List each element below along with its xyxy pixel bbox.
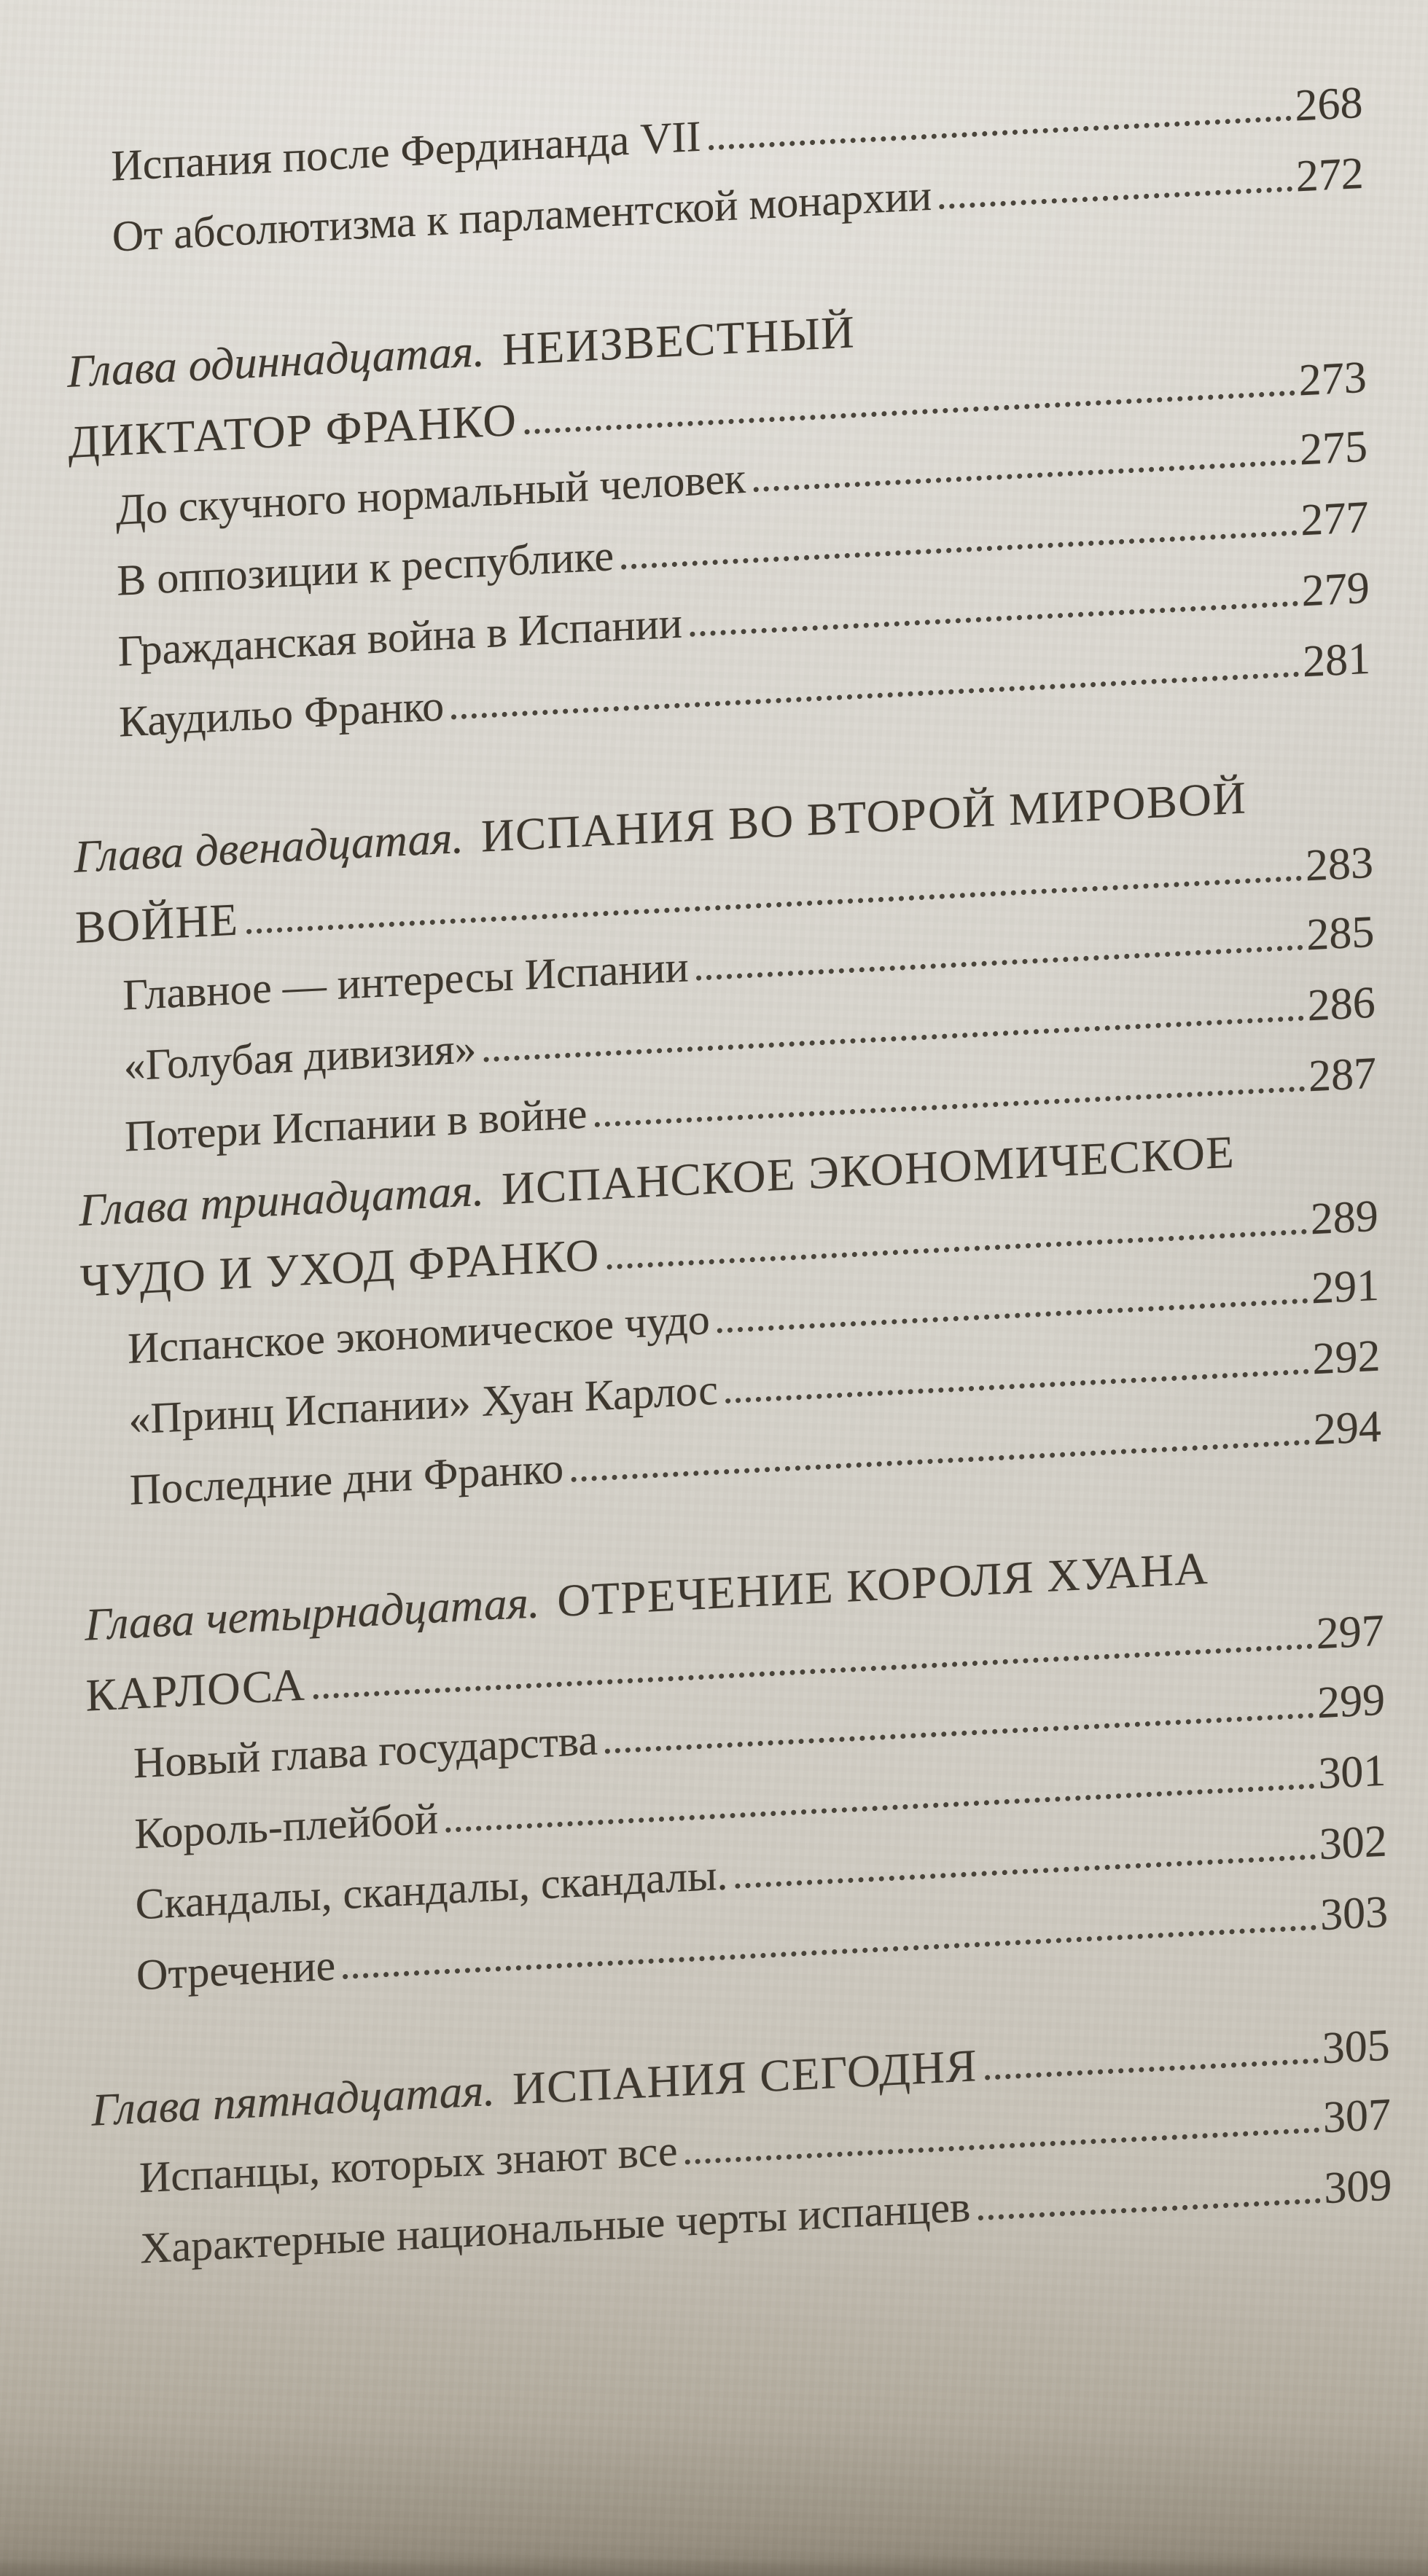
page-number: 294 [1313, 1401, 1382, 1455]
entry-title: До скучного нормальный человек [115, 453, 746, 534]
dot-leader [451, 672, 1299, 720]
dot-leader [985, 2058, 1319, 2080]
page-number: 307 [1322, 2089, 1392, 2143]
entry-title: «Принц Испании» Хуан Карлос [128, 1365, 719, 1444]
dot-leader [594, 1087, 1305, 1127]
dot-leader [690, 601, 1298, 637]
page-number: 275 [1299, 421, 1368, 475]
entry-title: ИСПАНИЯ ВО ВТОРОЙ МИРОВОЙ [480, 772, 1247, 862]
page-number: 285 [1306, 907, 1375, 960]
dot-leader [725, 1369, 1309, 1404]
page-number: 289 [1310, 1191, 1379, 1245]
entry-title: Скандалы, скандалы, скандалы. [135, 1850, 728, 1929]
page-number: 301 [1317, 1745, 1386, 1799]
page-number: 303 [1319, 1887, 1389, 1941]
entry-title: От абсолютизма к парламентской монархии [112, 171, 932, 261]
entry-title: КАРЛОСА [85, 1659, 306, 1721]
entry-title: Потери Испании в войне [124, 1089, 588, 1161]
chapter-lead: Глава четырнадцатая. [84, 1576, 540, 1651]
entry-title: ЧУДО И УХОД ФРАНКО [79, 1229, 601, 1307]
page-number: 273 [1298, 352, 1367, 406]
page-number: 272 [1295, 148, 1365, 202]
entry-title: Последние дни Франко [129, 1444, 564, 1514]
page-number: 299 [1316, 1675, 1386, 1729]
dot-leader [607, 1229, 1307, 1270]
entry-title: ВОЙНЕ [74, 893, 239, 953]
dot-leader [696, 945, 1303, 981]
page-number: 268 [1294, 77, 1363, 131]
entry-title: Гражданская война в Испании [117, 598, 683, 676]
page-number: 287 [1308, 1048, 1377, 1102]
page-number: 297 [1316, 1605, 1385, 1659]
dot-leader [343, 1925, 1316, 1979]
entry-title: Король-плейбой [133, 1794, 439, 1858]
entry-title: Характерные национальные черты испанцев [139, 2182, 971, 2273]
dot-leader [939, 187, 1292, 210]
page-number: 281 [1302, 633, 1371, 687]
entry-title: НЕИЗВЕСТНЫЙ [502, 306, 856, 375]
entry-title: Главное — интересы Испании [122, 942, 690, 1019]
chapter-lead: Глава тринадцатая. [78, 1164, 485, 1236]
entry-title: Испанцы, которых знают все [138, 2126, 678, 2202]
dot-leader [735, 1855, 1316, 1889]
page-bottom-shadow [0, 2557, 1428, 2576]
entry-title: ИСПАНИЯ СЕГОДНЯ [512, 2040, 978, 2115]
page-number: 286 [1307, 977, 1376, 1031]
dot-leader [685, 2127, 1320, 2164]
dot-leader [621, 531, 1298, 570]
entry-title: ИСПАНСКОЕ ЭКОНОМИЧЕСКОЕ [501, 1126, 1236, 1215]
chapter-lead: Глава двенадцатая. [74, 811, 464, 882]
chapter-lead: Глава пятнадцатая. [91, 2064, 496, 2136]
page-number: 309 [1323, 2160, 1392, 2214]
page-number: 305 [1322, 2020, 1391, 2074]
page-number: 283 [1305, 837, 1374, 891]
entry-title: В оппозиции к республике [116, 531, 614, 605]
dot-leader [571, 1440, 1310, 1482]
entry-title: Испания после Фердинанда VII [110, 111, 701, 190]
entry-title: Новый глава государства [133, 1715, 598, 1788]
dot-leader [605, 1713, 1314, 1754]
page-number: 292 [1311, 1331, 1381, 1385]
dot-leader [753, 460, 1296, 493]
page-number: 279 [1301, 563, 1370, 616]
chapter-lead: Глава одиннадцатая. [66, 324, 485, 397]
dot-leader [717, 1299, 1308, 1334]
dot-leader [978, 2198, 1320, 2220]
page-number: 291 [1311, 1260, 1380, 1314]
entry-title: Испанское экономическое чудо [127, 1295, 711, 1373]
page-number: 302 [1319, 1816, 1388, 1870]
entry-title: ОТРЕЧЕНИЕ КОРОЛЯ ХУАНА [556, 1542, 1209, 1626]
entry-title: Отречение [136, 1941, 336, 2000]
entry-title: ДИКТАТОР ФРАНКО [68, 394, 518, 468]
toc-text-block [64, 77, 1392, 2296]
dot-leader [484, 1016, 1304, 1062]
dot-leader [709, 116, 1292, 151]
dot-leader [524, 391, 1295, 435]
entry-title: «Голубая дивизия» [123, 1024, 477, 1090]
page-number: 277 [1300, 492, 1369, 546]
entry-title: Каудильо Франко [118, 681, 445, 746]
